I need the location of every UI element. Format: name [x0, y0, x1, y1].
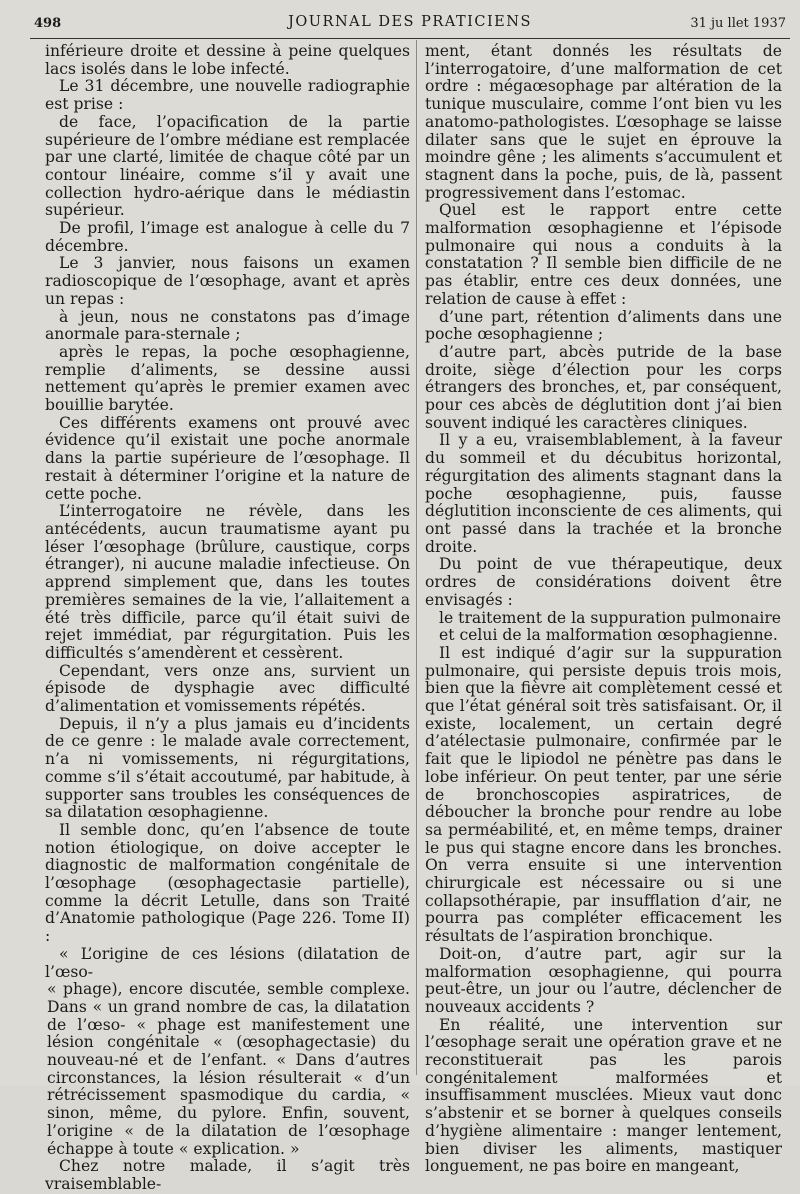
paragraph: « phage), encore discutée, semble complexe. Dans « un grand nombre de cas, la dilatation de l’œso- « phage est manifestement une lésion congénitale « (œsophagectasie) du nouveau-né et de l’enfant. « Dans d’autres circonstances, la lésion résulterait « d’un rétrécissement spasmodique du cardia, « sinon, même, du pylore. Enfin, souvent, l’origine « de la dilatation de l’œsophage échappe à toute « explication. » — [47, 980, 410, 1158]
paragraph: ment, étant donnés les résultats de l’interrogatoire, d’une malformation de cet ordre : mégaœsophage par altération de la tunique musculaire, comme l’ont bien vu les anatomo-pathologistes. L’œsophage se laisse dilater sans que le sujet en éprouve la moindre gêne ; les aliments s’accumulent et stagnent dans la poche, puis, de là, passent progressivement dans l’estomac. — [425, 42, 782, 202]
paragraph: à jeun, nous ne constatons pas d’image anormale para-sternale ; — [45, 307, 410, 344]
paragraph: En réalité, une intervention sur l’œsophage serait une opération grave et ne reconstituerait pas les parois congénitalement malformées et insuffisamment musclées. Mieux vaut donc s’abstenir et se borner à quelques conseils d’hygiène alimentaire : manger lentement, bien diviser les aliments, mastiquer longuement, ne pas boire en mangeant, — [425, 1015, 782, 1176]
paragraph: « L’origine de ces lésions (dilatation de l’œso- — [45, 944, 410, 981]
paragraph: Le 31 décembre, une nouvelle radiographie est prise : — [45, 77, 410, 114]
paragraph: de face, l’opacification de la partie supérieure de l’ombre médiane est remplacée par une clarté, limitée de chaque côté par un contour linéaire, comme s’il y avait une collection hydro-aérique dans le médiastin supérieur. — [45, 112, 410, 220]
right-column — [425, 42, 782, 1176]
paragraph: Cependant, vers onze ans, survient un épisode de dysphagie avec difficulté d’alimentation et vomissements répétés. — [45, 661, 410, 716]
paragraph: d’une part, rétention d’aliments dans une poche œsophagienne ; — [425, 307, 782, 344]
page-header — [34, 14, 786, 36]
paragraph: De profil, l’image est analogue à celle du 7 décembre. — [45, 219, 410, 255]
header-rule — [30, 38, 790, 39]
paragraph: L’interrogatoire ne révèle, dans les antécédents, aucun traumatisme ayant pu léser l’œsophage (brûlure, caustique, corps étranger), ni aucune maladie infectieuse. On apprend simplement que, dans les toutes premières semaines de la vie, l’allaitement a été très difficile, parce qu’il était suivi de rejet immédiat, par régurgitation. Puis les difficultés s’amendèrent et cessèrent. — [45, 502, 410, 662]
paragraph: Depuis, il n’y a plus jamais eu d’incidents de ce genre : le malade avale correctement, n’a ni vomissements, ni régurgitations, comme s’il s’était accoutumé, par habitude, à supporter sans troubles les conséquences de sa dilatation œsophagienne. — [45, 714, 410, 822]
paragraph: Ces différents examens ont prouvé avec évidence qu’il existait une poche anormale dans la partie supérieure de l’œsophage. Il restait à déterminer l’origine et la nature de cette poche. — [45, 413, 410, 503]
page-number: 498 — [34, 16, 62, 31]
paragraph: Du point de vue thérapeutique, deux ordres de considérations doivent être envisagés : — [425, 555, 782, 609]
paragraph: Chez notre malade, il s’agit très vraisemblable- — [45, 1157, 410, 1193]
paragraph: Il y a eu, vraisemblablement, à la faveur du sommeil et du décubitus horizontal, régurgitation des aliments stagnant dans la poche œsophagienne, puis, fausse déglutition inconsciente de ces aliments, qui ont passé dans la trachée et la bronche droite. — [425, 431, 782, 556]
paragraph: d’autre part, abcès putride de la base droite, siège d’élection pour les corps étrangers des bronches, et, par conséquent, pour ces abcès de déglutition dont j’ai bien souvent indiqué les caractères cliniques. — [425, 342, 782, 432]
left-column — [45, 42, 410, 1193]
paragraph: Il semble donc, qu’en l’absence de toute notion étiologique, on doive accepter le diagnostic de malformation congénitale de l’œsophage (œsophagectasie partielle), comme la décrit Letulle, dans son Traité d’Anatomie pathologique (Page 226. Tome II) : — [45, 820, 410, 946]
paragraph: après le repas, la poche œsophagienne, remplie d’aliments, se dessine aussi nettement qu’après le premier examen avec bouillie barytée. — [45, 342, 410, 415]
issue-date: 31 ju llet 1937 — [690, 16, 786, 31]
paragraph: Le 3 janvier, nous faisons un examen radioscopique de l’œsophage, avant et après un repas : — [45, 254, 410, 308]
paragraph: Doit-on, d’autre part, agir sur la malformation œsophagienne, qui pourra peut-être, un jour ou l’autre, déclencher de nouveaux accidents ? — [425, 944, 782, 1016]
paragraph: inférieure droite et dessine à peine quelques lacs isolés dans le lobe infecté. — [45, 42, 410, 78]
paragraph: le traitement de la suppuration pulmonaire — [439, 608, 782, 627]
paragraph: Il est indiqué d’agir sur la suppuration pulmonaire, qui persiste depuis trois mois, bien que la fièvre ait complètement cessé et que l’état général soit très satisfaisant. Or, il existe, localement, un certain degré d’atélectasie pulmonaire, confirmée par le fait que le lipiodol ne pénètre pas dans le lobe inférieur. On peut tenter, par une série de bronchoscopies aspiratrices, de déboucher la bronche pour rendre au lobe sa perméabilité, et, en même temps, drainer le pus qui stagne encore dans les bronches. On verra ensuite si une intervention chirurgicale est nécessaire ou si une collapsothérapie, par insufflation d’air, ne pourra pas compléter efficacement les résultats de l’aspiration bronchique. — [425, 643, 782, 946]
paragraph: Quel est le rapport entre cette malformation œsophagienne et l’épisode pulmonaire qui nous a conduits à la constatation ? Il semble bien difficile de ne pas établir, entre ces deux données, une relation de cause à effet : — [425, 201, 782, 308]
paragraph: et celui de la malformation œsophagienne. — [439, 626, 778, 645]
column-divider — [416, 40, 417, 1075]
journal-title: JOURNAL DES PRATICIENS — [288, 14, 532, 30]
